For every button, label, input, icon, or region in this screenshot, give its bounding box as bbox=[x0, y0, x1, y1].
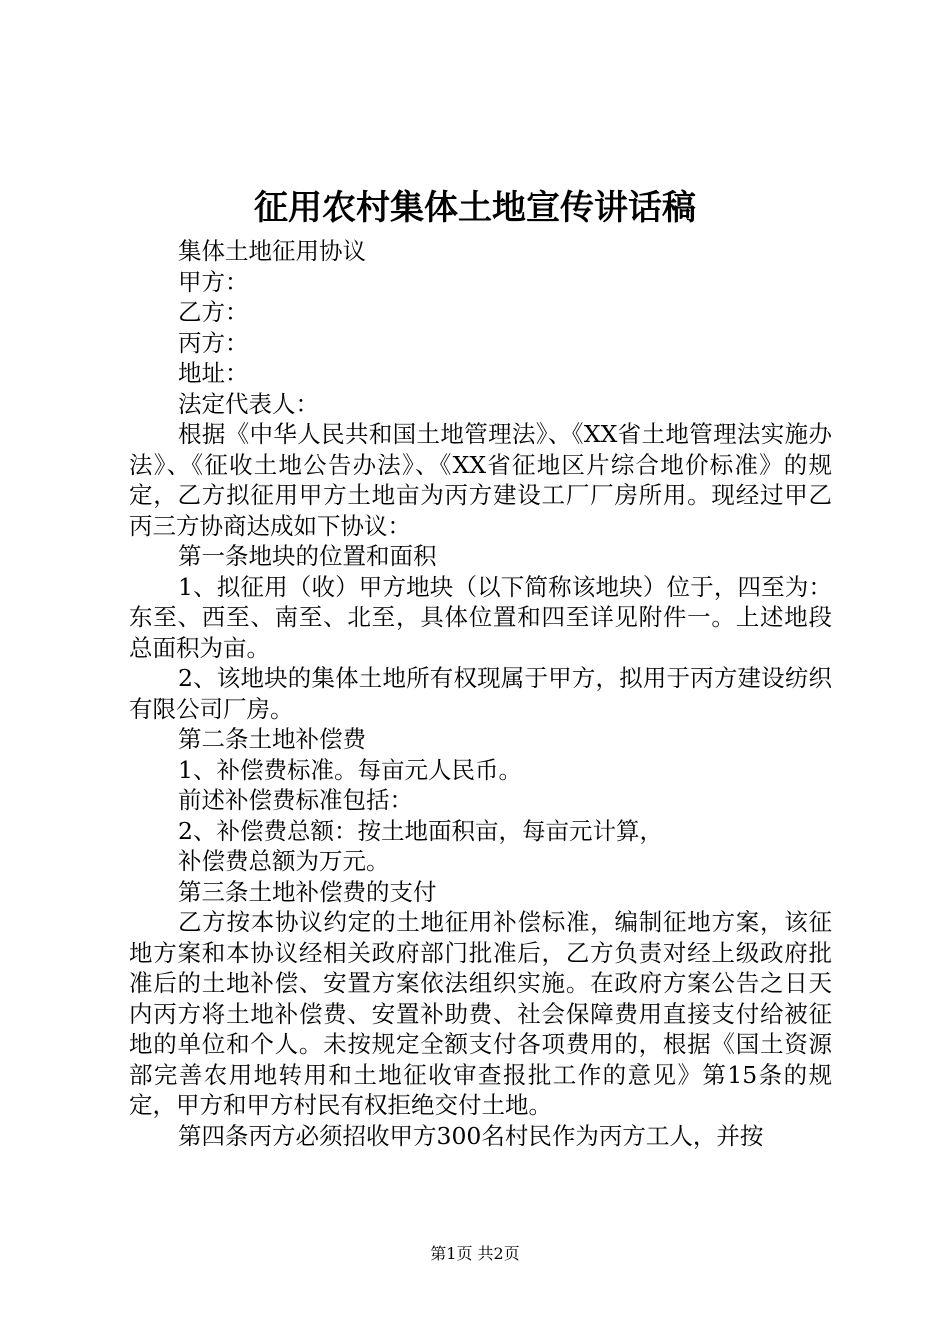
paragraph-party-a: 甲方： bbox=[178, 267, 249, 296]
paragraph-party-b: 乙方： bbox=[178, 298, 249, 326]
paragraph-legal-representative: 法定代表人： bbox=[178, 389, 319, 418]
paragraph-article-3-body: 乙方按本协议约定的土地征用补偿标准，编制征地方案，该征地方案和本协议经相关政府部门批准后，乙方负责对经上级政府批准后的土地补偿、安置方案依法组织实施。在政府方案公告之日天内丙方将土地补偿费、安置补助费、社会保障费用直接支付给被征地的单位和个人。未按规定全额支付各项费用的，根据《国土资源部完善农用地转用和土地征收审查报批工作的意见》第15条的规定，甲方和甲方村民有权拒绝交付土地。 bbox=[129, 908, 832, 1119]
document-title: 征用农村集体土地宣传讲话稿 bbox=[254, 188, 696, 228]
paragraph-article-3-heading: 第三条土地补偿费的支付 bbox=[178, 877, 437, 906]
document-body bbox=[129, 236, 832, 1151]
paragraph-party-c: 丙方： bbox=[178, 328, 249, 357]
paragraph-article-1-heading: 第一条地块的位置和面积 bbox=[178, 542, 437, 570]
paragraph-preamble: 根据《中华人民共和国土地管理法》、《XX省土地管理法实施办法》、《征收土地公告办法》、《XX省征地区片综合地价标准》的规定，乙方拟征用甲方土地亩为丙方建设工厂厂房所用。现经过甲乙丙三方协商达成如下协议： bbox=[129, 420, 832, 540]
paragraph-article-1-item-1: 1、拟征用（收）甲方地块（以下简称该地块）位于，四至为：东至、西至、南至、北至，具体位置和四至详见附件一。上述地段总面积为亩。 bbox=[129, 572, 832, 662]
paragraph-agreement-heading: 集体土地征用协议 bbox=[178, 237, 366, 265]
paragraph-article-1-item-2: 2、该地块的集体土地所有权现属于甲方，拟用于丙方建设纺织有限公司厂房。 bbox=[129, 664, 832, 723]
page-indicator: 第1页 共2页 bbox=[430, 1244, 520, 1263]
paragraph-article-2-item-1: 1、补偿费标准。每亩元人民币。 bbox=[178, 755, 522, 784]
paragraph-article-2-includes: 前述补偿费标准包括： bbox=[178, 786, 413, 814]
paragraph-article-2-total: 补偿费总额为万元。 bbox=[178, 847, 390, 875]
paragraph-article-2-item-2: 2、补偿费总额：按土地面积亩，每亩元计算， bbox=[178, 816, 663, 845]
paragraph-address: 地址： bbox=[178, 359, 249, 387]
paragraph-article-4-start: 第四条丙方必须招收甲方300名村民作为丙方工人，并按 bbox=[178, 1121, 764, 1150]
paragraph-article-2-heading: 第二条土地补偿费 bbox=[178, 725, 366, 753]
